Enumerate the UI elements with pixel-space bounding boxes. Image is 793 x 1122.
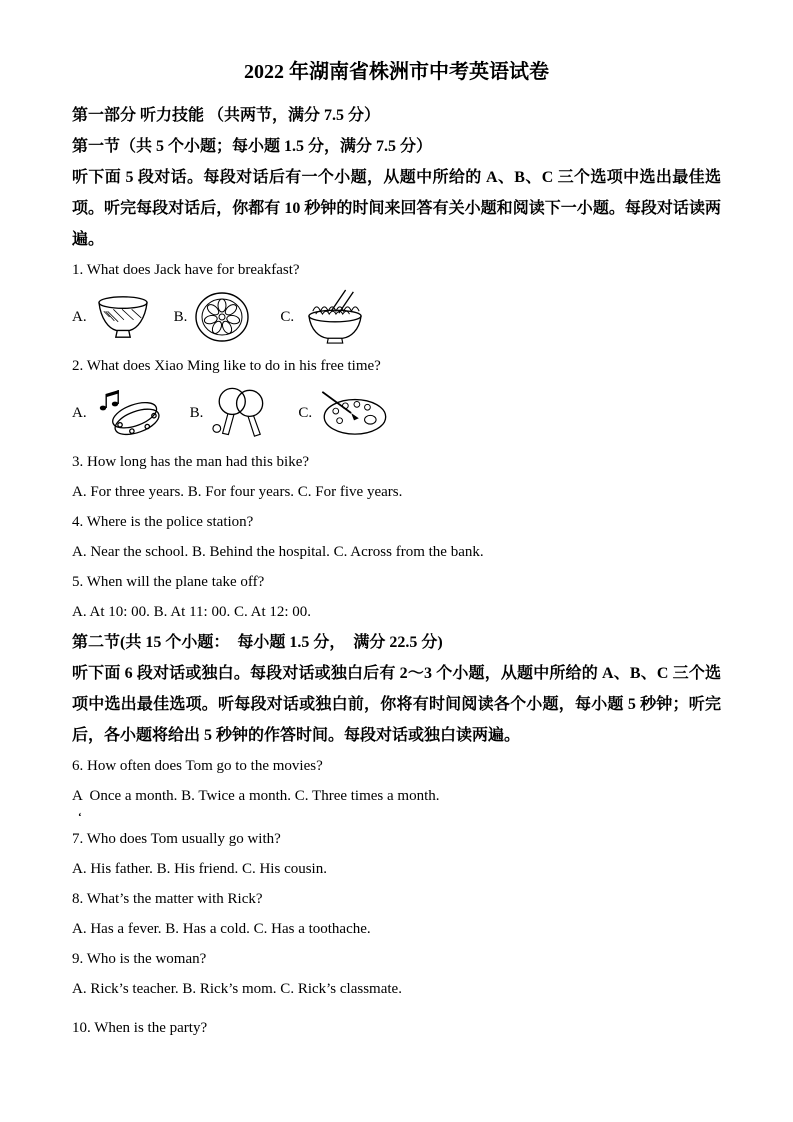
tambourine-music-icon [94, 387, 168, 439]
dumpling-plate-icon [194, 291, 250, 343]
question-6-text: 6. How often does Tom go to the movies? [72, 758, 323, 774]
section2-heading: 第二节(共 15 个小题： 每小题 1.5 分， 满分 22.5 分) [72, 634, 443, 651]
question-1-options [72, 286, 721, 348]
section1-heading: 第一节（共 5 个小题；每小题 1.5 分，满分 7.5 分） [72, 138, 433, 155]
question-7-text: 7. Who does Tom usually go with? [72, 831, 281, 847]
question-3-text: 3. How long has the man had this bike? [72, 454, 310, 470]
section2-instructions: 听下面 6 段对话或独白。每段对话或独白后有 2～3 个小题，从题中所给的 A、B、C 三个选项中选出最佳选项。听每段对话或独白前，你将有时间阅读各个小题，每小题 5 秒钟；听完后，各小题将给出 5 秒钟的作答时间。每段对话或独白读两遍。 [72, 665, 721, 744]
q1-option-c-label: C. [280, 308, 295, 325]
question-9-options: A. Rick’s teacher. B. Rick’s mom. C. Rick’s classmate. [72, 981, 402, 997]
q1-option-b-label: B. [173, 308, 188, 325]
stray-quote-mark: ‘ [78, 811, 82, 823]
question-8-text: 8. What’s the matter with Rick? [72, 891, 263, 907]
question-6-options: A Once a month. B. Twice a month. C. Three times a month. [72, 788, 440, 804]
question-4-text: 4. Where is the police station? [72, 514, 254, 530]
question-1-text: 1. What does Jack have for breakfast? [72, 262, 300, 278]
paint-palette-icon [319, 389, 389, 437]
question-4-options: A. Near the school. B. Behind the hospital. C. Across from the bank. [72, 544, 484, 560]
exam-title: 2022 年湖南省株洲市中考英语试卷 [244, 61, 549, 83]
q1-option-a-label: A. [72, 308, 87, 325]
part1-heading: 第一部分 听力技能 （共两节，满分 7.5 分） [72, 107, 381, 124]
question-9-text: 9. Who is the woman? [72, 951, 207, 967]
question-3-options: A. For three years. B. For four years. C. For five years. [72, 484, 403, 500]
question-5-text: 5. When will the plane take off? [72, 574, 265, 590]
question-10-text: 10. When is the party? [72, 1020, 208, 1036]
q2-option-c-label: C. [298, 404, 313, 421]
q2-option-b-label: B. [189, 404, 204, 421]
q2-option-a-label: A. [72, 404, 87, 421]
question-2-options [72, 382, 721, 444]
noodle-bowl-icon [301, 289, 369, 345]
section1-instructions: 听下面 5 段对话。每段对话后有一个小题，从题中所给的 A、B、C 三个选项中选出最佳选项。听完每段对话后，你都有 10 秒钟的时间来回答有关小题和阅读下一小题。每段对话读两遍。 [72, 169, 721, 248]
question-8-options: A. Has a fever. B. Has a cold. C. Has a toothache. [72, 921, 371, 937]
question-2-text: 2. What does Xiao Ming like to do in his free time? [72, 358, 381, 374]
table-tennis-paddles-icon [210, 385, 268, 441]
question-5-options: A. At 10: 00. B. At 11: 00. C. At 12: 00. [72, 604, 312, 620]
question-7-options: A. His father. B. His friend. C. His cousin. [72, 861, 327, 877]
rice-bowl-icon [94, 292, 152, 342]
